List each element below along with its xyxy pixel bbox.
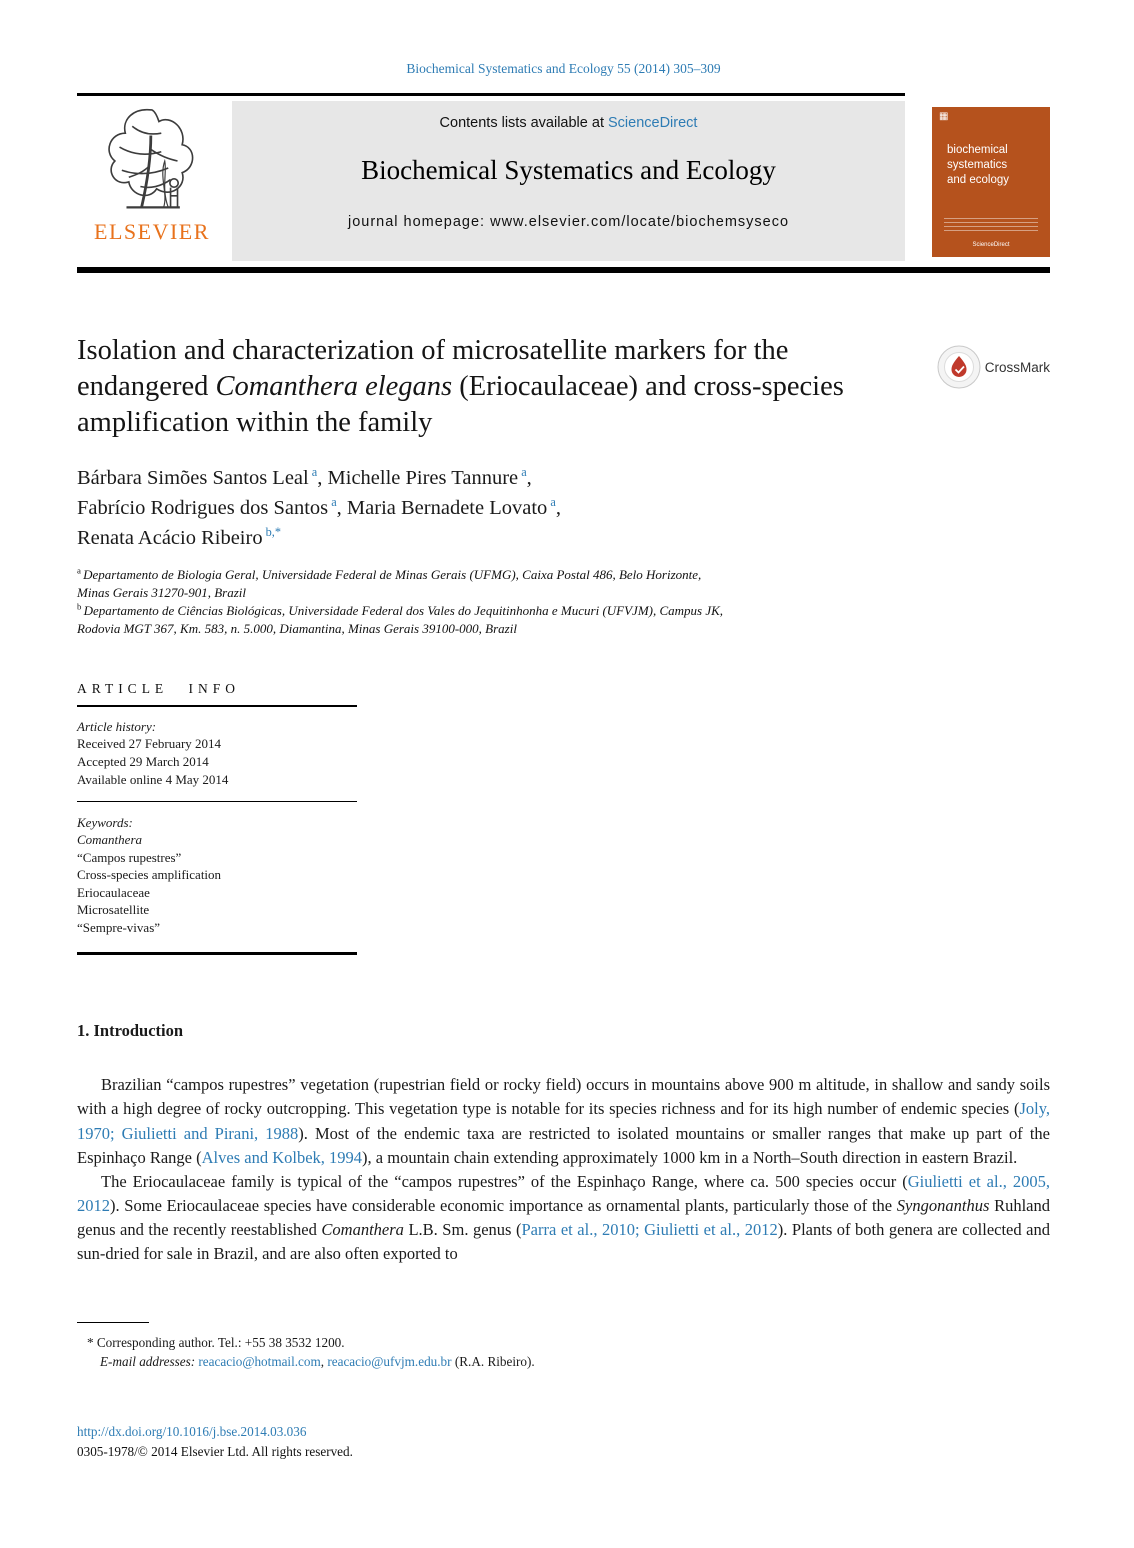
inline-link[interactable]: Alves and Kolbek, 1994 <box>201 1147 363 1167</box>
keywords-label: Keywords: <box>77 815 133 831</box>
affiliation-line <box>77 620 1050 638</box>
cover-art <box>944 218 1038 231</box>
text-segment: Minas Gerais 31270-901, Brazil <box>77 584 246 600</box>
text-segment: (Eriocaulaceae) and cross-species amplification within the family <box>77 370 844 438</box>
text-segment: Fabrício Rodrigues dos Santos <box>77 497 329 520</box>
elsevier-wordmark: ELSEVIER <box>94 219 210 244</box>
history-item: Received 27 February 2014 <box>77 736 222 752</box>
text-segment: L.B. Sm. genus ( <box>403 1219 522 1239</box>
body-paragraph <box>77 1170 1050 1266</box>
text-segment: * Corresponding author. Tel.: +55 38 3532 1200. <box>87 1335 345 1350</box>
crossmark-label: CrossMark <box>984 359 1050 375</box>
text-segment: (R.A. Ribeiro). <box>451 1354 535 1369</box>
article-history-label: Article history: <box>77 719 157 735</box>
masthead-top-rule <box>77 93 905 96</box>
text-segment: ). Some Eriocaulaceae species have considerable economic importance as ornamental plants, particularly those of the <box>110 1195 897 1215</box>
affiliation-superscript: a <box>328 495 337 510</box>
affiliation-line <box>77 566 1050 584</box>
article-info-divider <box>77 801 357 802</box>
inline-link[interactable]: Parra et al., 2010; Giulietti et al., 2012 <box>521 1219 778 1239</box>
text-segment: Comanthera elegans <box>215 370 453 402</box>
article-info-heading: ARTICLE INFO <box>77 681 241 697</box>
keyword: Microsatellite <box>77 902 150 918</box>
keyword: Eriocaulaceae <box>77 884 150 900</box>
inline-link[interactable]: Joly, 1970; Giulietti and Pirani, 1988 <box>77 1099 1050 1143</box>
affiliation-superscript: b,* <box>262 525 282 540</box>
masthead-bottom-rule <box>77 267 1050 273</box>
text-segment: ), a mountain chain extending approximately 1000 km in a North–South direction in eastern Brazil. <box>362 1147 1018 1167</box>
affiliation-superscript: b <box>77 601 84 612</box>
footnote-block <box>77 1322 535 1370</box>
text-segment: , <box>320 1354 328 1369</box>
corresponding-author-note <box>77 1335 535 1351</box>
elsevier-tree-icon <box>93 103 211 219</box>
author-line <box>77 493 1050 523</box>
article-info-rule <box>77 705 357 707</box>
affiliation-line <box>77 584 1050 602</box>
keyword: “Campos rupestres” <box>77 849 182 865</box>
author-list <box>77 463 1050 554</box>
inline-link[interactable]: Giulietti et al., 2005, 2012 <box>77 1171 1050 1215</box>
text-segment: , <box>555 497 561 520</box>
text-segment: Departamento de Ciências Biológicas, Universidade Federal dos Vales do Jequitinhonha e Mucuri (UFVJM), Campus JK, <box>83 602 724 618</box>
doi-copyright-block <box>77 1424 353 1460</box>
text-segment: The Eriocaulaceae family is typical of the “campos rupestres” of the Espinhaço Range, where ca. 500 species occur ( <box>101 1171 908 1191</box>
affiliations <box>77 566 1050 638</box>
keyword: Comanthera <box>77 832 142 848</box>
body-paragraph <box>77 1073 1050 1169</box>
elsevier-logo[interactable] <box>77 103 227 245</box>
inline-link[interactable]: reacacio@ufvjm.edu.br <box>327 1354 452 1369</box>
text-segment: , Maria Bernadete Lovato <box>336 497 548 520</box>
contents-prefix: Contents lists available at <box>439 115 608 131</box>
cover-sciencedirect-mark: ScienceDirect <box>972 242 1010 248</box>
text-segment: Brazilian “campos rupestres” vegetation (rupestrian field or rocky field) occurs in mountains above 900 m altitude, in shallow and sandy soils with a high degree of rocky outcropping. This vegetation type is notable for its species richness and for its high number of endemic species ( <box>77 1075 1050 1119</box>
affiliation-superscript: a <box>77 565 84 576</box>
masthead <box>77 101 1050 261</box>
contents-line <box>232 115 905 131</box>
doi-link[interactable]: http://dx.doi.org/10.1016/j.bse.2014.03.036 <box>77 1424 307 1439</box>
journal-title: Biochemical Systematics and Ecology <box>361 155 776 185</box>
text-segment: E-mail addresses: <box>100 1354 199 1369</box>
keyword: “Sempre-vivas” <box>77 919 161 935</box>
affiliation-line <box>77 602 1050 620</box>
journal-reference[interactable]: Biochemical Systematics and Ecology 55 (2014) 305–309 <box>406 61 721 76</box>
article-info-box <box>77 681 357 955</box>
email-addresses-note <box>77 1354 535 1370</box>
affiliation-superscript: a <box>518 464 527 479</box>
sciencedirect-link[interactable]: ScienceDirect <box>608 115 698 131</box>
text-segment: Rodovia MGT 367, Km. 583, n. 5.000, Diamantina, Minas Gerais 39100-000, Brazil <box>77 620 517 636</box>
journal-homepage-link[interactable]: journal homepage: www.elsevier.com/locate/biochemsyseco <box>347 214 790 230</box>
issn-copyright: 0305-1978/© 2014 Elsevier Ltd. All rights reserved. <box>77 1444 353 1459</box>
inline-link[interactable]: reacacio@hotmail.com <box>198 1354 321 1369</box>
journal-banner <box>232 101 905 261</box>
article-info-bottom-rule <box>77 952 357 955</box>
crossmark-icon <box>937 345 981 389</box>
text-segment: , Michelle Pires Tannure <box>317 466 519 489</box>
text-segment: ). Plants of both genera are collected and sun-dried for sale in Brazil, and are also often exported to <box>77 1219 1050 1263</box>
affiliation-superscript: a <box>547 495 556 510</box>
affiliation-superscript: a <box>308 464 318 479</box>
text-segment: , <box>526 466 532 489</box>
crossmark-badge[interactable] <box>937 345 1050 389</box>
history-item: Available online 4 May 2014 <box>77 771 229 787</box>
paper-page <box>77 0 1050 1548</box>
article-title <box>77 333 882 441</box>
author-line <box>77 463 1050 493</box>
keyword: Cross-species amplification <box>77 867 222 883</box>
text-segment: Isolation and characterization of microsatellite markers for the endangered <box>77 335 789 402</box>
journal-cover-thumbnail[interactable] <box>932 107 1050 257</box>
cover-title: biochemical systematics and ecology <box>947 144 1010 186</box>
text-segment: Syngonanthus <box>896 1195 990 1215</box>
history-item: Accepted 29 March 2014 <box>77 754 209 769</box>
text-segment: ). Most of the endemic taxa are restricted to isolated mountains or smaller ranges that make up part of the Espinhaço Range ( <box>77 1123 1050 1167</box>
footnote-rule <box>77 1322 149 1323</box>
text-segment: Comanthera <box>321 1219 404 1239</box>
text-segment: Ruhland genus and the recently reestablished <box>77 1195 1050 1239</box>
author-line <box>77 523 1050 553</box>
text-segment: Renata Acácio Ribeiro <box>77 527 263 550</box>
section-heading-introduction: 1. Introduction <box>77 1021 184 1041</box>
text-segment: Bárbara Simões Santos Leal <box>77 466 309 489</box>
cover-logo-icon: ▦ <box>939 111 949 122</box>
text-segment: Departamento de Biologia Geral, Universidade Federal de Minas Gerais (UFMG), Caixa Postal 486, Belo Horizonte, <box>83 566 702 582</box>
